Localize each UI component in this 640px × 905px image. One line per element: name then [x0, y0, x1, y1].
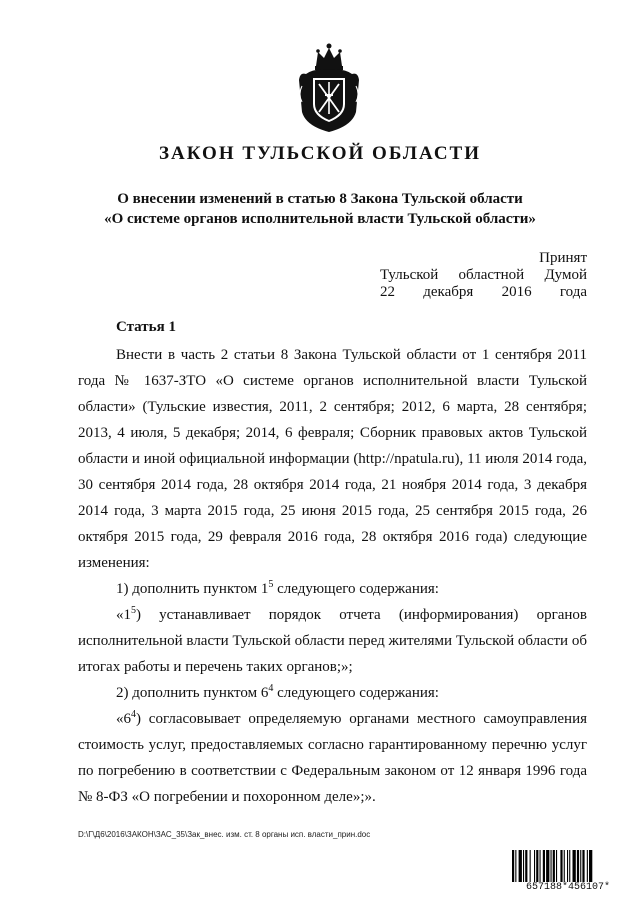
document-title: ЗАКОН ТУЛЬСКОЙ ОБЛАСТИ [158, 143, 482, 164]
subtitle-line-1: О внесении изменений в статью 8 Закона Тульской области [117, 191, 523, 207]
body-line: Внести в часть 2 статьи 8 Закона Тульской области от 1 сентября 2011 [116, 347, 587, 363]
barcode-bar [530, 850, 531, 882]
barcode-bar [589, 850, 592, 882]
item-2-post: следующего содержания: [273, 685, 439, 701]
adopted-word-1: Тульской [380, 267, 439, 283]
adoption-block [380, 250, 587, 301]
barcode-bar [553, 850, 555, 882]
item-2-sup: 4 [268, 683, 274, 694]
barcode-bar [540, 850, 541, 882]
body-line: изменения: [78, 555, 150, 571]
barcode-bar [582, 850, 584, 882]
barcode-bar [534, 850, 535, 882]
barcode-bar [515, 850, 516, 882]
barcode-bar [556, 850, 557, 882]
adopted-by-row [380, 267, 587, 284]
barcode-bar [564, 850, 565, 882]
barcode [512, 850, 624, 898]
item-2-text-line-2: стоимость услуг, предоставляемых согласно гарантированному перечню услуг [78, 737, 587, 753]
barcode-bar [536, 850, 538, 882]
adopted-day: 22 [380, 284, 395, 300]
barcode-bars-icon [512, 850, 624, 882]
body-line: области и иной официальной информации (http://npatula.ru), 11 июля 2014 года, [78, 451, 587, 467]
item-2-text-sup: 4 [131, 709, 136, 720]
item-2-rest: ) согласовывает определяемую органами местного самоуправления [136, 711, 587, 727]
item-2-text-line-1 [78, 706, 587, 732]
item-1-post: следующего содержания: [273, 581, 439, 597]
body-line: октября 2015 года, 29 февраля 2016 года, 28 октября 2016 года) следующие [78, 529, 587, 545]
tula-coat-of-arms-icon [296, 42, 362, 134]
body-line: года № 1637-ЗТО «О системе органов исполнительной власти Тульской [78, 373, 587, 389]
barcode-bar [543, 850, 545, 882]
item-1-text-line-2: исполнительной власти Тульской области перед жителями Тульской области об [78, 633, 587, 649]
barcode-bar [587, 850, 588, 882]
item-1-sup: 5 [268, 579, 274, 590]
adopted-word: Принят [539, 250, 587, 266]
item-2-open: «6 [116, 711, 131, 727]
adopted-year: 2016 [501, 284, 532, 300]
item-1-rest: ) устанавливает порядок отчета (информирования) органов [136, 607, 587, 623]
barcode-bar [567, 850, 568, 882]
subtitle-line-2: «О системе органов исполнительной власти Тульской области» [104, 211, 536, 227]
barcode-bar [512, 850, 514, 882]
item-1-text-line-1 [78, 602, 587, 628]
item-1-text-sup: 5 [131, 605, 136, 616]
adopted-date-row [380, 284, 587, 301]
item-1-open: «1 [116, 607, 131, 623]
barcode-bar [523, 850, 524, 882]
item-2-text-line-4: № 8-ФЗ «О погребении и похоронном деле»;». [78, 789, 376, 805]
barcode-bar [546, 850, 549, 882]
body-line: 2014 года, 3 марта 2015 года, 25 июня 2015 года, 25 сентября 2015 года, 26 [78, 503, 587, 519]
barcode-number: 657188*456107* [525, 882, 610, 893]
barcode-bar [580, 850, 581, 882]
barcode-bar [569, 850, 570, 882]
body-line: 30 сентября 2014 года, 28 октября 2014 года, 21 ноября 2014 года, 3 декабря [78, 477, 587, 493]
adopted-suffix: года [559, 284, 587, 300]
article-body [78, 342, 587, 810]
item-1-pre: 1) дополнить пунктом 1 [116, 581, 269, 597]
file-path-footer: D:\Г\Д6\2016\ЗАКОН\ЗАС_35\Зак_внес. изм. ст. 8 органы исп. власти_прин.doc [78, 830, 371, 839]
body-line: 2013, 4 июля, 5 декабря; 2014, 6 февраля; Сборник правовых актов Тульской [78, 425, 587, 441]
body-line: области» (Тульские известия, 2011, 2 сентября; 2012, 6 марта, 28 сентября; [78, 399, 587, 415]
barcode-bar [577, 850, 579, 882]
article-heading: Статья 1 [116, 319, 176, 335]
item-2-text-line-3: по погребению в соответствии с Федеральным законом от 12 января 1996 года [78, 763, 587, 779]
barcode-bar [560, 850, 562, 882]
item-1-heading [78, 576, 587, 602]
item-1-text-line-3: итогах работы и перечень таких органов;»; [78, 659, 353, 675]
barcode-bar [573, 850, 576, 882]
document-subtitle [60, 189, 580, 229]
item-2-heading [78, 680, 587, 706]
barcode-bar [519, 850, 522, 882]
adopted-month: декабря [423, 284, 474, 300]
barcode-bar [525, 850, 527, 882]
adopted-word-3: Думой [544, 267, 587, 283]
barcode-bar [551, 850, 552, 882]
adopted-word-2: областной [458, 267, 525, 283]
item-2-pre: 2) дополнить пунктом 6 [116, 685, 269, 701]
